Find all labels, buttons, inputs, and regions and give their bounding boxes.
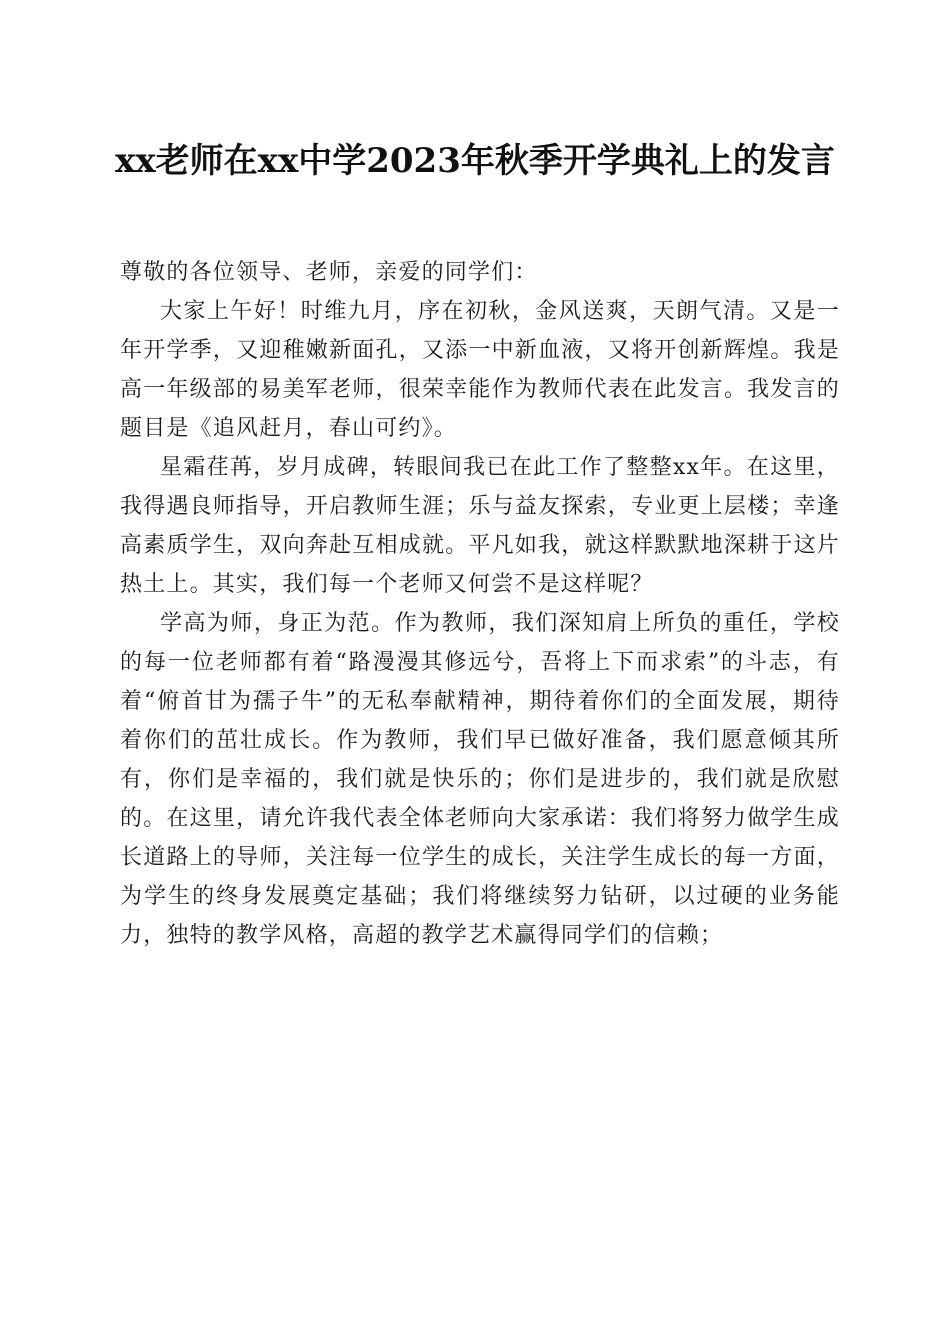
document-title: xx老师在xx中学2023年秋季开学典礼上的发言 <box>115 141 835 181</box>
paragraph-3: 学高为师，身正为范。作为教师，我们深知肩上所负的重任，学校的每一位老师都有着“路漫漫其修远兮，吾将上下而求索”的斗志，有着“俯首甘为孺子牛”的无私奉献精神，期待着你们的全面发展，期待着你们的茁壮成长。作为教师，我们早已做好准备，我们愿意倾其所有，你们是幸福的，我们就是快乐的；你们是进步的，我们就是欣慰的。在这里，请允许我代表全体老师向大家承诺：我们将努力做学生成长道路上的导师，关注每一位学生的成长，关注学生成长的每一方面，为学生的终身发展奠定基础；我们将继续努力钻研，以过硬的业务能力，独特的教学风格，高超的教学艺术赢得同学们的信赖； <box>120 611 840 948</box>
greeting-line: 尊敬的各位领导、老师，亲爱的同学们： <box>120 260 538 285</box>
paragraph-1: 大家上午好！时维九月，序在初秋，金风送爽，天朗气清。又是一年开学季，又迎稚嫩新面孔，又添一中新血液，又将开创新辉煌。我是高一年级部的易美军老师，很荣幸能作为教师代表在此发言。我发言的题目是《追风赶月，春山可约》。 <box>120 299 840 441</box>
document-body <box>120 253 840 955</box>
paragraph-2: 星霜荏苒，岁月成碑，转眼间我已在此工作了整整xx年。在这里，我得遇良师指导，开启教师生涯；乐与益友探索，专业更上层楼；幸逢高素质学生，双向奔赴互相成就。平凡如我，就这样默默地深耕于这片热土上。其实，我们每一个老师又何尝不是这样呢？ <box>120 455 840 597</box>
